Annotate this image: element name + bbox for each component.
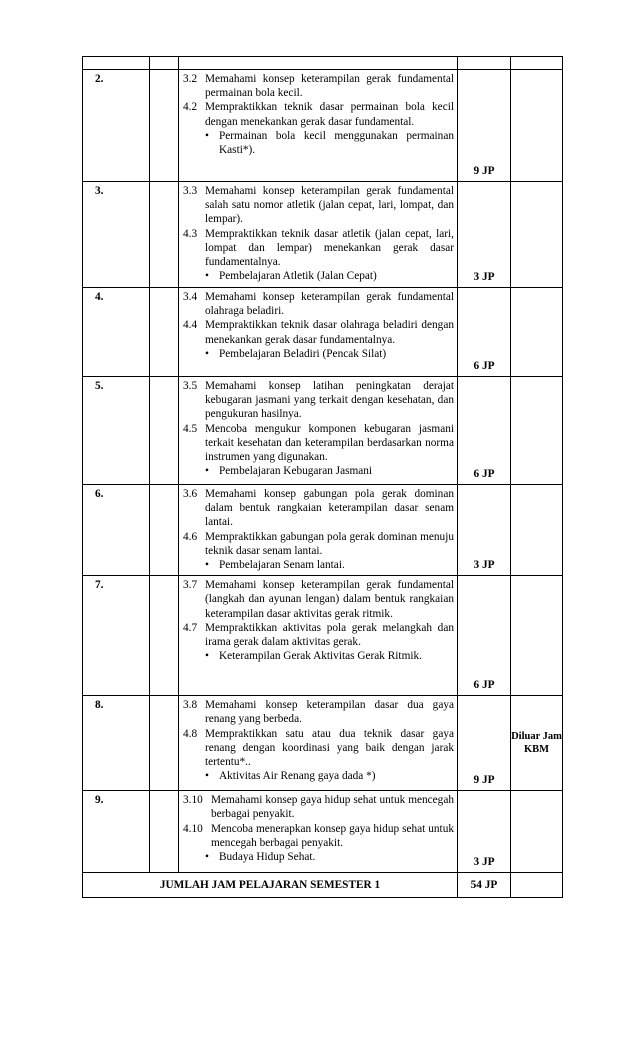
table-row (83, 70, 563, 182)
competency-number: 3.4 (183, 291, 198, 303)
activity-text: Pembelajaran Senam lantai. (219, 559, 345, 572)
competency-item (183, 318, 454, 346)
activity-text: Pembelajaran Beladiri (Pencak Silat) (219, 347, 387, 360)
competency-number: 3.8 (183, 699, 198, 712)
note-cell (511, 182, 563, 288)
competency-text: Memahami konsep keterampilan dasar dua gaya renang yang berbeda. (205, 699, 454, 726)
row-number: 6. (83, 485, 150, 576)
bullet-icon: • (205, 270, 209, 283)
competency-cell (179, 485, 458, 576)
blank-cell (150, 377, 179, 485)
note-cell (511, 377, 563, 485)
competency-cell (179, 576, 458, 696)
competency-text: Mempraktikkan teknik dasar atletik (jalan cepat, lari, lompat dan lempar) menekankan gerak dasar fundamentalnya. (205, 227, 454, 269)
row-number: 9. (83, 791, 150, 873)
competency-text: Memahami konsep keterampilan gerak fundamental salah satu nomor atletik (jalan cepat, lari, lompat, dan lempar). (205, 185, 454, 226)
total-note-cell (511, 873, 563, 898)
competency-text: Memahami konsep keterampilan gerak fundamental permainan bola kecil. (205, 73, 454, 100)
competency-item (183, 422, 454, 465)
competency-text: Mempraktikkan satu atau dua teknik dasar gaya renang dengan koordinasi yang baik dengan jarak tertentu*.. (205, 727, 454, 769)
bullet-icon: • (205, 770, 209, 783)
note-cell (511, 485, 563, 576)
competency-text: Memahami konsep keterampilan gerak fundamental olahraga beladiri. (205, 291, 454, 318)
row-number: 7. (83, 576, 150, 696)
activity-bullet (205, 769, 454, 783)
blank-cell (150, 696, 179, 791)
header-cell (83, 57, 150, 70)
header-cell (458, 57, 511, 70)
competency-text: Mempraktikkan aktivitas pola gerak melangkah dan irama gerak dalam aktivitas gerak. (205, 621, 454, 649)
note-cell (511, 288, 563, 377)
competency-number: 4.3 (183, 227, 198, 240)
competency-text: Memahami konsep keterampilan gerak fundamental (langkah dan ayunan lengan) dalam bentuk rangkaian keterampilan dasar aktivitas gerak ritmik. (205, 579, 454, 620)
competency-item (183, 793, 454, 821)
lesson-hours: 6 JP (458, 288, 511, 377)
competency-number: 4.8 (183, 727, 198, 740)
table-row (83, 485, 563, 576)
total-label: JUMLAH JAM PELAJARAN SEMESTER 1 (83, 873, 458, 898)
competency-text: Memahami konsep latihan peningkatan derajat kebugaran jasmani yang terkait dengan kesehatan, dan pengukuran hasilnya. (205, 380, 454, 421)
row-number: 5. (83, 377, 150, 485)
table-row (83, 288, 563, 377)
activity-bullet (205, 464, 454, 478)
bullet-icon: • (205, 559, 209, 572)
competency-cell (179, 377, 458, 485)
activity-text: Keterampilan Gerak Aktivitas Gerak Ritmik. (219, 650, 422, 663)
blank-cell (150, 70, 179, 182)
bullet-icon: • (205, 347, 209, 360)
competency-item (183, 379, 454, 422)
header-cell (511, 57, 563, 70)
competency-item (183, 100, 454, 128)
blank-cell (150, 576, 179, 696)
competency-item (183, 621, 454, 649)
competency-cell (179, 791, 458, 873)
lesson-hours: 6 JP (458, 576, 511, 696)
competency-number: 3.10 (183, 794, 203, 807)
competency-item (183, 227, 454, 270)
table-row (83, 182, 563, 288)
bullet-icon: • (205, 650, 209, 663)
note-cell (511, 70, 563, 182)
competency-number: 3.7 (183, 579, 198, 592)
competency-item (183, 822, 454, 850)
competency-item (183, 530, 454, 558)
competency-item (183, 290, 454, 318)
competency-text: Mempraktikkan gabungan pola gerak dominan menuju teknik dasar senam lantai. (205, 530, 454, 557)
competency-number: 4.4 (183, 319, 198, 332)
bullet-icon: • (205, 465, 209, 478)
activity-bullet (205, 269, 454, 283)
blank-cell (150, 288, 179, 377)
competency-cell (179, 696, 458, 791)
table-header-row (83, 57, 563, 70)
competency-text: Mempraktikkan teknik dasar olahraga beladiri dengan menekankan gerak dasar fundamentalnya. (205, 319, 454, 346)
activity-text: Permainan bola kecil menggunakan permainan Kasti*). (219, 129, 454, 157)
table-body (83, 57, 563, 898)
blank-cell (150, 182, 179, 288)
competency-item (183, 184, 454, 227)
lesson-hours: 6 JP (458, 377, 511, 485)
activity-bullet (205, 850, 454, 864)
lesson-plan-table (82, 56, 563, 898)
competency-cell (179, 288, 458, 377)
competency-number: 4.6 (183, 530, 198, 543)
header-cell (179, 57, 458, 70)
lesson-hours: 3 JP (458, 791, 511, 873)
row-number: 8. (83, 696, 150, 791)
lesson-hours: 9 JP (458, 696, 511, 791)
row-number: 4. (83, 288, 150, 377)
activity-bullet (205, 129, 454, 157)
bullet-icon: • (205, 129, 209, 142)
row-number: 2. (83, 70, 150, 182)
row-number: 3. (83, 182, 150, 288)
note-cell (511, 791, 563, 873)
blank-cell (150, 485, 179, 576)
competency-number: 3.5 (183, 380, 198, 392)
competency-item (183, 727, 454, 770)
table-row (83, 377, 563, 485)
competency-item (183, 698, 454, 726)
activity-text: Pembelajaran Kebugaran Jasmani (219, 465, 373, 478)
competency-text: Mencoba menerapkan konsep gaya hidup sehat untuk mencegah berbagai penyakit. (211, 822, 454, 849)
lesson-hours: 9 JP (458, 70, 511, 182)
competency-cell (179, 70, 458, 182)
competency-number: 3.6 (183, 488, 198, 500)
bullet-icon: • (205, 851, 209, 864)
note-cell: Diluar Jam KBM (511, 696, 563, 791)
lesson-hours: 3 JP (458, 182, 511, 288)
competency-text: Memahami konsep gabungan pola gerak dominan dalam bentuk rangkaian keterampilan dasar senam lantai. (205, 488, 454, 529)
lesson-hours: 3 JP (458, 485, 511, 576)
competency-text: Mempraktikkan teknik dasar permainan bola kecil dengan menekankan gerak dasar fundamental. (205, 101, 454, 128)
activity-bullet (205, 558, 454, 572)
activity-text: Pembelajaran Atletik (Jalan Cepat) (219, 270, 377, 283)
competency-number: 3.2 (183, 73, 198, 85)
note-cell (511, 576, 563, 696)
competency-item (183, 487, 454, 530)
table-row (83, 791, 563, 873)
total-hours: 54 JP (458, 873, 511, 898)
competency-number: 3.3 (183, 185, 198, 197)
activity-bullet (205, 649, 454, 663)
competency-number: 4.7 (183, 621, 198, 634)
competency-number: 4.2 (183, 101, 198, 114)
competency-cell (179, 182, 458, 288)
activity-bullet (205, 347, 454, 361)
total-row (83, 873, 563, 898)
header-cell (150, 57, 179, 70)
competency-text: Mencoba mengukur komponen kebugaran jasmani terkait kesehatan dan keterampilan berdasarkan norma instrumen yang digunakan. (205, 422, 454, 464)
activity-text: Aktivitas Air Renang gaya dada *) (219, 770, 376, 783)
table-row (83, 696, 563, 791)
activity-text: Budaya Hidup Sehat. (219, 851, 316, 864)
competency-item (183, 72, 454, 100)
table-row (83, 576, 563, 696)
blank-cell (150, 791, 179, 873)
competency-item (183, 578, 454, 621)
competency-number: 4.10 (183, 822, 203, 835)
competency-text: Memahami konsep gaya hidup sehat untuk mencegah berbagai penyakit. (211, 794, 454, 821)
competency-number: 4.5 (183, 422, 198, 435)
